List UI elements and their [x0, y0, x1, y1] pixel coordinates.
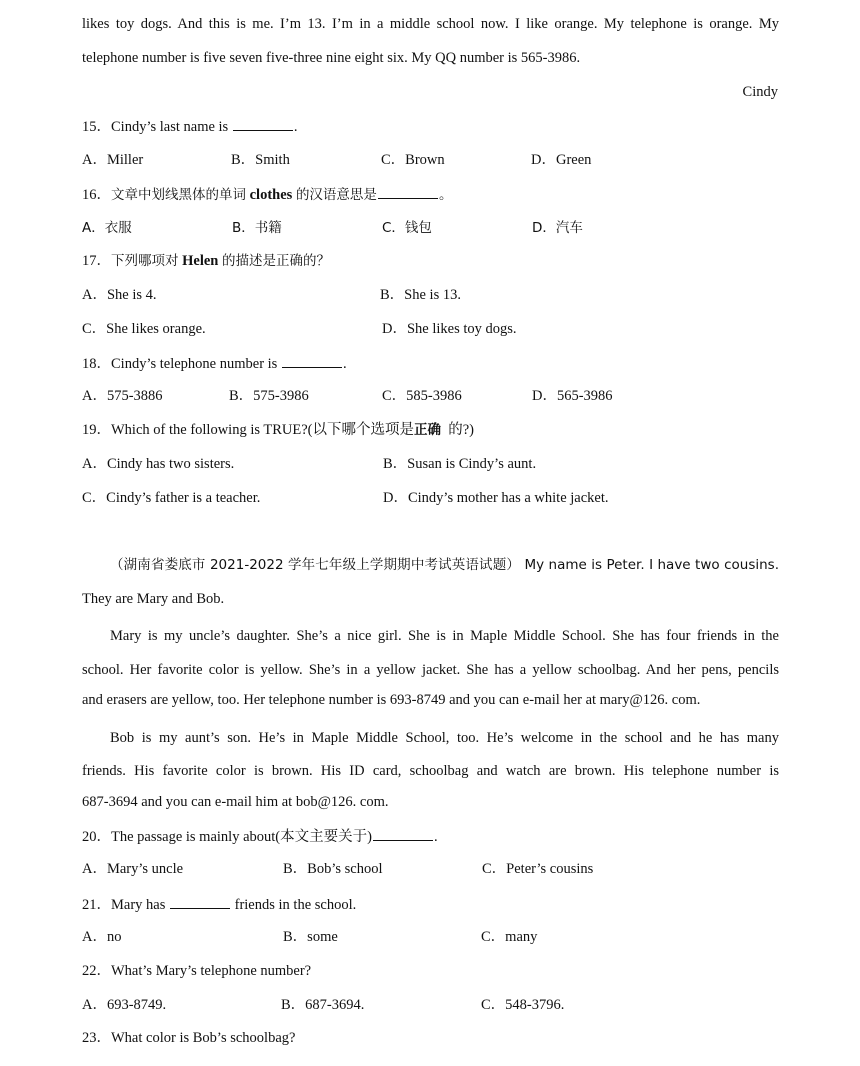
passage2-mary-line-2: school. Her favorite color is yellow. She’s in a yellow jacket. She has a yellow schoolbag. And her pens, pencils	[82, 662, 779, 678]
stem-text: .	[433, 829, 438, 845]
q18-option-a[interactable]: A．575-3886	[82, 388, 163, 404]
q15-option-b[interactable]: B．Smith	[231, 152, 290, 168]
stem-text: Cindy’s last name is	[111, 119, 229, 135]
stem-text: Which of the following is TRUE?(以下哪个选项是	[111, 422, 414, 438]
q21-option-c[interactable]: C．many	[481, 929, 538, 945]
question-20-stem	[82, 826, 438, 847]
q20-option-a[interactable]: A．Mary’s uncle	[82, 861, 184, 877]
question-number: 17．	[82, 253, 111, 269]
stem-text: What’s Mary’s telephone number?	[111, 963, 312, 979]
q18-option-d[interactable]: D．565-3986	[532, 388, 613, 404]
answer-blank	[233, 116, 293, 131]
stem-text: 。	[438, 187, 453, 203]
question-number: 21．	[82, 897, 111, 913]
passage2-bob-line-1: Bob is my aunt’s son. He’s in Maple Middle School, too. He’s welcome in the school and he has many	[110, 730, 779, 746]
q19-option-d[interactable]: D．Cindy’s mother has a white jacket.	[383, 490, 609, 506]
passage2-intro-line-1: （湖南省娄底市 2021-2022 学年七年级上学期期中考试英语试题） My name is Peter. I have two cousins.	[110, 557, 779, 573]
question-number: 23．	[82, 1030, 111, 1046]
q22-option-b[interactable]: B．687-3694.	[281, 997, 365, 1013]
question-number: 19．	[82, 422, 111, 438]
q17-option-d[interactable]: D．She likes toy dogs.	[382, 321, 517, 337]
answer-blank	[170, 894, 230, 909]
question-22-stem	[82, 961, 311, 981]
passage2-mary-line-1: Mary is my uncle’s daughter. She’s a nice girl. She is in Maple Middle School. She has four friends in the	[110, 628, 779, 644]
q21-option-a[interactable]: A．no	[82, 929, 122, 945]
question-21-stem	[82, 894, 356, 915]
question-18-stem	[82, 353, 347, 374]
stem-text: .	[293, 119, 298, 135]
stem-keyword: 正确	[413, 422, 441, 438]
q17-option-a[interactable]: A．She is 4.	[82, 287, 157, 303]
passage1-line-1: likes toy dogs. And this is me. I’m 13. I’m in a middle school now. I like orange. My telephone is orange. My	[82, 16, 779, 32]
passage2-mary-line-3: and erasers are yellow, too. Her telephone number is 693-8749 and you can e-mail her at mary@126. com.	[82, 692, 701, 708]
stem-keyword: Helen	[182, 253, 219, 269]
passage1-line-2: telephone number is five seven five-three nine eight six. My QQ number is 565-3986.	[82, 50, 581, 66]
stem-keyword: clothes	[249, 187, 293, 203]
question-16-stem	[82, 184, 452, 205]
q22-option-c[interactable]: C．548-3796.	[481, 997, 565, 1013]
q20-option-b[interactable]: B．Bob’s school	[283, 861, 383, 877]
stem-text: Cindy’s telephone number is	[111, 356, 278, 372]
stem-text: What color is Bob’s schoolbag?	[111, 1030, 296, 1046]
answer-blank	[378, 184, 438, 199]
q15-option-a[interactable]: A．Miller	[82, 152, 144, 168]
question-number: 22．	[82, 963, 111, 979]
q20-option-c[interactable]: C．Peter’s cousins	[482, 861, 594, 877]
passage1-signature: Cindy	[742, 84, 778, 100]
stem-text: .	[342, 356, 347, 372]
stem-text: 下列哪项对	[111, 253, 179, 269]
q19-option-a[interactable]: A．Cindy has two sisters.	[82, 456, 235, 472]
answer-blank	[373, 826, 433, 841]
question-17-stem	[82, 251, 330, 271]
q16-option-a[interactable]: A．衣服	[82, 220, 132, 236]
q18-option-b[interactable]: B．575-3986	[229, 388, 309, 404]
q16-option-b[interactable]: B．书籍	[232, 220, 282, 236]
passage2-bob-line-3: 687-3694 and you can e-mail him at bob@126. com.	[82, 794, 389, 810]
q15-option-d[interactable]: D．Green	[531, 152, 592, 168]
q15-option-c[interactable]: C．Brown	[381, 152, 445, 168]
q19-option-c[interactable]: C．Cindy’s father is a teacher.	[82, 490, 261, 506]
stem-text: 的描述是正确的？	[222, 253, 330, 269]
stem-text: friends in the school.	[234, 897, 357, 913]
stem-text: The passage is mainly about(本文主要关于)	[111, 829, 372, 845]
stem-text: 文章中划线黑体的单词	[111, 187, 246, 203]
q22-option-a[interactable]: A．693-8749.	[82, 997, 167, 1013]
passage2-intro-line-2: They are Mary and Bob.	[82, 591, 225, 607]
answer-blank	[282, 353, 342, 368]
q21-option-b[interactable]: B．some	[283, 929, 338, 945]
q16-option-d[interactable]: D．汽车	[532, 220, 583, 236]
q17-option-c[interactable]: C．She likes orange.	[82, 321, 206, 337]
stem-text: 的?)	[448, 422, 474, 438]
question-number: 18．	[82, 356, 111, 372]
question-23-stem	[82, 1028, 295, 1048]
question-15-stem	[82, 116, 297, 137]
question-number: 16．	[82, 187, 111, 203]
q18-option-c[interactable]: C．585-3986	[382, 388, 462, 404]
question-number: 15．	[82, 119, 111, 135]
stem-text: 的汉语意思是	[295, 187, 377, 203]
passage2-bob-line-2: friends. His favorite color is brown. His ID card, schoolbag and watch are brown. His telephone number is	[82, 763, 779, 779]
q19-option-b[interactable]: B．Susan is Cindy’s aunt.	[383, 456, 537, 472]
q17-option-b[interactable]: B．She is 13.	[380, 287, 461, 303]
question-number: 20．	[82, 829, 111, 845]
stem-text: Mary has	[111, 897, 166, 913]
q16-option-c[interactable]: C．钱包	[382, 220, 432, 236]
question-19-stem	[82, 420, 474, 440]
